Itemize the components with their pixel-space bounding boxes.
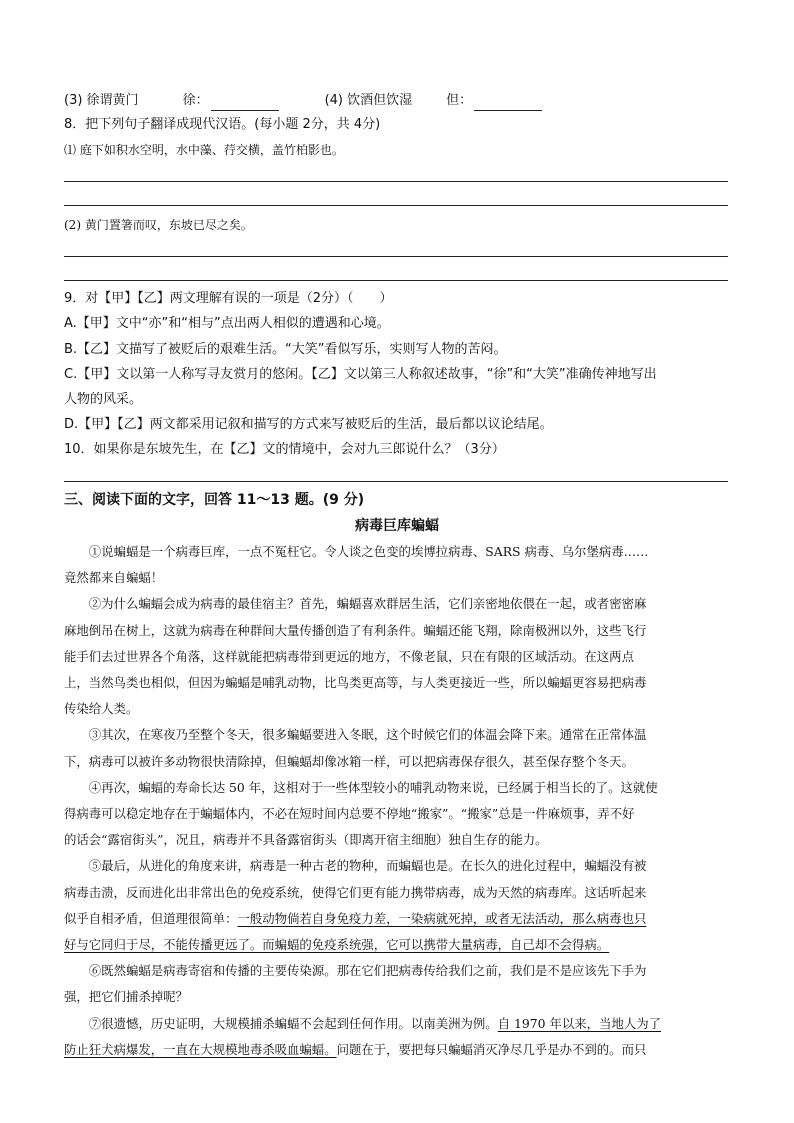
article-title: 病毒巨库蝙蝠 — [355, 518, 439, 534]
paragraph-line: ⑥既然蝙蝠是病毒寄宿和传播的主要传染源。那在它们把病毒传给我们之前，我们是不是应该先下手为 — [88, 963, 647, 979]
article-body — [64, 539, 728, 1063]
q7-item3-label: (3) 徐谓黄门 — [64, 93, 139, 108]
answer-line[interactable] — [64, 256, 728, 257]
paragraph-line: 能手们去过世界各个角落，这样就能把病毒带到更远的地方，不像老鼠，只在有限的区域活动。在这两点 — [64, 648, 634, 664]
paragraph-line — [64, 1037, 728, 1063]
q9-option-d[interactable]: D.【甲】【乙】两文都采用记叙和描写的方式来写被贬后的生活，最后都以议论结尾。 — [64, 417, 553, 432]
paragraph-line: 下，病毒可以被许多动物很快清除掉，但蝙蝠却像冰箱一样，可以把病毒保存很久，甚至保存整个冬天。 — [64, 753, 634, 769]
section-heading: 三、阅读下面的文字，回答 11～13 题。(9 分) — [64, 492, 365, 508]
q7-item4-blank-label: 但： — [446, 93, 473, 108]
underlined-sentence: 好与它同归于尽，不能传播更远了。而蝙蝠的免疫系统强，它可以携带大量病毒，自己却不会得病。 — [64, 937, 610, 953]
answer-line[interactable] — [64, 280, 728, 281]
paragraph-line: ①说蝙蝠是一个病毒巨库，一点不冤枉它。令人谈之色变的埃博拉病毒、SARS 病毒、乌尔堡病毒…… — [88, 544, 649, 559]
q7-item3-blank-label: 徐： — [182, 93, 209, 108]
q9-title: 9．对【甲】【乙】两文理解有误的一项是（2分）（ ） — [64, 291, 393, 306]
answer-line[interactable] — [64, 205, 728, 206]
answer-line[interactable] — [64, 481, 728, 482]
q9-option-a[interactable]: A.【甲】文中“亦”和“相与”点出两人相似的遭遇和心境。 — [64, 316, 390, 331]
q7-item4-label: (4) 饮酒但饮湿 — [324, 93, 413, 108]
paragraph-line: 得病毒可以稳定地存在于蝙蝠体内，不必在短时间内总要不停地“搬家”。“搬家”总是一件麻烦事，弄不好 — [64, 806, 635, 822]
paragraph-line: 强，把它们捕杀掉呢？ — [64, 989, 188, 1005]
underlined-sentence: 防止狂犬病爆发，一直在大规模地毒杀吸血蝙蝠。 — [64, 1041, 337, 1057]
paragraph-line: 病毒击溃，反而进化出非常出色的免疫系统，使得它们更有能力携带病毒，成为天然的病毒库。这话听起来 — [64, 884, 647, 900]
paragraph-line: 竟然都来自蝙蝠！ — [64, 570, 164, 586]
answer-line[interactable] — [64, 181, 728, 182]
underlined-sentence: 一般动物倘若自身免疫力差，一染病就死掉，或者无法活动，那么病毒也只 — [237, 910, 647, 926]
text-span: 问题在于，要把每只蝙蝠消灭净尽几乎是办不到的。而只 — [336, 1041, 647, 1057]
q9-option-b[interactable]: B.【乙】文描写了被贬后的艰难生活。“大笑”看似写乐，实则写人物的苦闷。 — [64, 342, 507, 357]
paragraph-line — [64, 932, 728, 958]
paragraph-line — [64, 1011, 728, 1037]
paragraph-line: 麻地倒吊在树上，这就为病毒在种群间大量传播创造了有利条件。蝙蝠还能飞翔，除南极洲以外，这些飞行 — [64, 622, 647, 638]
q7-items-row — [64, 91, 542, 111]
q10-title: 10．如果你是东坡先生，在【乙】文的情境中，会对九三郎说什么？（3分） — [64, 442, 505, 457]
q9-option-c-continued: 人物的风采。 — [64, 392, 143, 407]
paragraph-line: ④再次，蝙蝠的寿命长达 50 年，这相对于一些体型较小的哺乳动物来说，已经属于相当长的了。这就使 — [88, 779, 658, 795]
paragraph-line — [64, 906, 728, 932]
q8-title: 8．把下列句子翻译成现代汉语。(每小题 2分，共 4分) — [64, 117, 381, 132]
paragraph-line: ②为什么蝙蝠会成为病毒的最佳宿主？首先，蝙蝠喜欢群居生活，它们亲密地依偎在一起，或者密密麻 — [88, 596, 647, 612]
q7-item4-answer-blank[interactable] — [474, 96, 542, 111]
paragraph-line: ⑤最后，从进化的角度来讲，病毒是一种古老的物种，而蝙蝠也是。在长久的进化过程中，蝙蝠没有被 — [88, 858, 647, 874]
q8-sentence-2: (2) 黄门置箸而叹，东坡已尽之矣。 — [64, 218, 253, 232]
text-span: ⑦很遗憾，历史证明，大规模捕杀蝙蝠不会起到任何作用。以南美洲为例。 — [88, 1015, 498, 1031]
paragraph-line: 的话会“露宿街头”，况且，病毒并不具备露宿街头（即离开宿主细胞）独自生存的能力。 — [64, 832, 548, 848]
paragraph-line: 上，当然鸟类也相似，但因为蝙蝠是哺乳动物，比鸟类更高等，与人类更接近一些，所以蝙蝠更容易把病毒 — [64, 675, 647, 691]
q8-sentence-1: ⑴ 庭下如积水空明，水中藻、荇交横，盖竹柏影也。 — [64, 143, 344, 157]
paragraph-line: ③其次，在寒夜乃至整个冬天，很多蝙蝠要进入冬眠，这个时候它们的体温会降下来。通常在正常体温 — [88, 727, 647, 743]
paragraph-line: 传染给人类。 — [64, 701, 139, 717]
q7-item3-answer-blank[interactable] — [211, 96, 279, 111]
underlined-sentence: 自 1970 年以来，当地人为了 — [497, 1015, 662, 1031]
text-span: 似乎自相矛盾，但道理很简单： — [64, 910, 238, 926]
q9-option-c[interactable]: C.【甲】文以第一人称写寻友赏月的悠闲。【乙】文以第三人称叙述故事，“徐”和“大笑”准确传神地写出 — [64, 367, 657, 382]
